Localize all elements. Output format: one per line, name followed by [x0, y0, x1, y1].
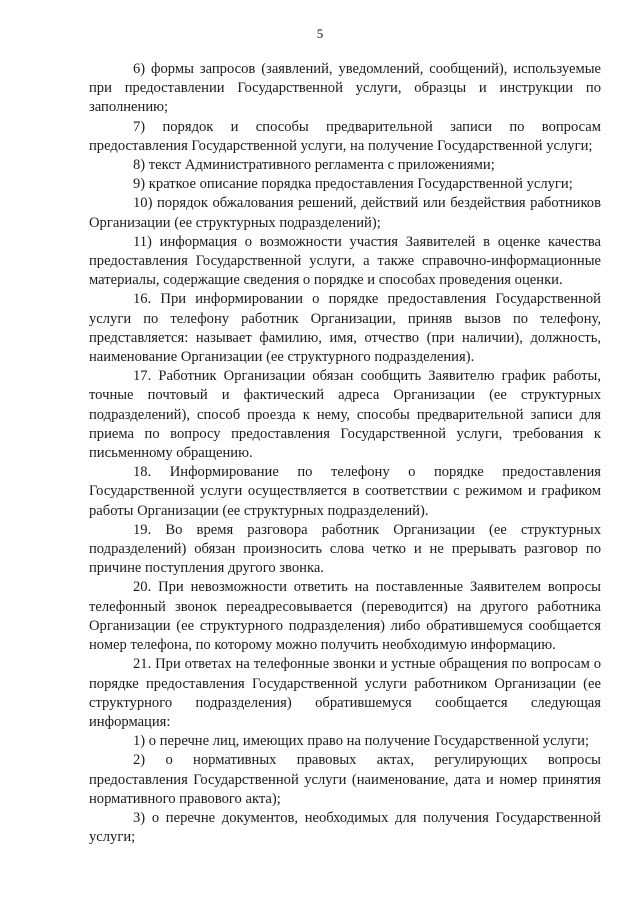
clause-21-item-3: 3) о перечне документов, необходимых для получения Государственной услуги; [89, 809, 601, 846]
clause-19: 19. Во время разговора работник Организации (ее структурных подразделений) обязан произносить слова четко и не прерывать разговор по причине поступления другого звонка. [89, 521, 601, 577]
clause-21-item-2: 2) о нормативных правовых актах, регулирующих вопросы предоставления Государственной услуги (наименование, дата и номер принятия нормативного правового акта); [89, 752, 601, 807]
page-number: 5 [316, 26, 324, 41]
clause-21: 21. При ответах на телефонные звонки и устные обращения по вопросам о порядке предоставления Государственной услуги работником Организации (ее структурного подразделения) обратившемуся сообщается следующая информация: [89, 656, 601, 730]
list-item-11: 11) информация о возможности участия Заявителей в оценке качества предоставления Государственной услуги, а также справочно-информационные материалы, содержащие сведения о порядке и способах проведения оценки. [89, 233, 601, 289]
list-item-7: 7) порядок и способы предварительной записи по вопросам предоставления Государственной услуги, на получение Государственной услуги; [89, 118, 601, 154]
document-body [89, 60, 601, 847]
list-item-6: 6) формы запросов (заявлений, уведомлений, сообщений), используемые при предоставлении Государственной услуги, образцы и инструкции по заполнению; [89, 61, 601, 116]
clause-21-item-1: 1) о перечне лиц, имеющих право на получение Государственной услуги; [133, 733, 590, 750]
list-item-10: 10) порядок обжалования решений, действий или бездействия работников Организации (ее структурных подразделений); [89, 195, 601, 231]
list-item-9: 9) краткое описание порядка предоставления Государственной услуги; [133, 176, 573, 193]
clause-16: 16. При информировании о порядке предоставления Государственной услуги по телефону работник Организации, приняв вызов по телефону, представляется: называет фамилию, имя, отчество (при наличии), должность, наименование Организации (ее структурного подразделения). [89, 291, 601, 366]
clause-17: 17. Работник Организации обязан сообщить Заявителю график работы, точные почтовый и фактический адреса Организации (ее структурных подразделений), способ проезда к нему, способы предварительной записи для приема по вопросу предоставления Государственной услуги, требования к письменному обращению. [89, 368, 601, 462]
clause-18: 18. Информирование по телефону о порядке предоставления Государственной услуги осуществляется в соответствии с режимом и графиком работы Организации (ее структурных подразделений). [89, 464, 601, 519]
clause-20: 20. При невозможности ответить на поставленные Заявителем вопросы телефонный звонок переадресовывается (переводится) на другого работника Организации (ее структурного подразделения) либо обратившемуся сообщается номер телефона, по которому можно получить необходимую информацию. [89, 579, 601, 654]
list-item-8: 8) текст Административного регламента с приложениями; [133, 157, 495, 174]
